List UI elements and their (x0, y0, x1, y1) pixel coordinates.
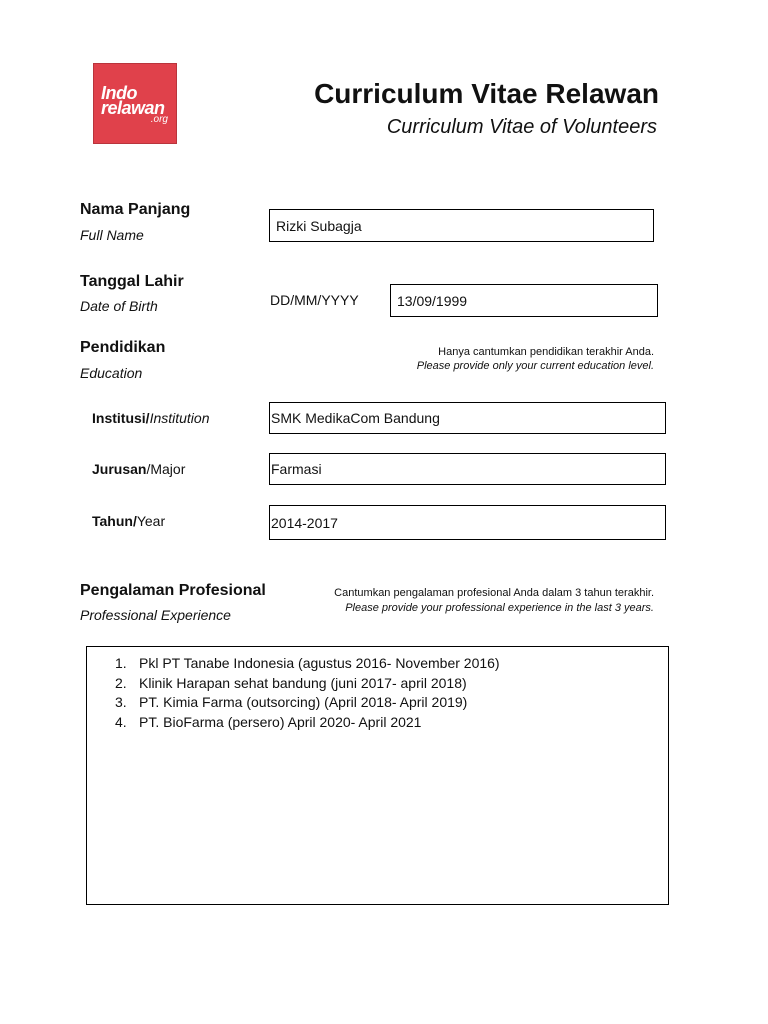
list-item (115, 674, 500, 694)
list-item-number: 2. (115, 674, 127, 691)
experience-note: Cantumkan pengalaman profesional Anda dalam 3 tahun terakhir. (334, 587, 654, 599)
list-item-text: PT. BioFarma (persero) April 2020- April 2021 (139, 713, 422, 730)
full-name-label: Nama Panjang (80, 201, 191, 218)
list-item-text: Klinik Harapan sehat bandung (juni 2017- april 2018) (139, 674, 467, 691)
dob-label: Tanggal Lahir (80, 273, 184, 290)
year-field[interactable]: 2014-2017 (269, 505, 666, 540)
experience-note-en: Please provide your professional experience in the last 3 years. (345, 602, 654, 614)
experience-sublabel: Professional Experience (80, 607, 231, 623)
major-label-id: Jurusan (92, 461, 147, 477)
dob-field[interactable]: 13/09/1999 (390, 284, 658, 317)
experience-textarea[interactable] (86, 646, 669, 905)
dob-sublabel: Date of Birth (80, 298, 158, 314)
major-label (92, 461, 185, 477)
page-subtitle: Curriculum Vitae of Volunteers (386, 116, 657, 138)
page-title: Curriculum Vitae Relawan (314, 78, 659, 109)
list-item-text: Pkl PT Tanabe Indonesia (agustus 2016- November 2016) (139, 655, 500, 671)
list-item (115, 693, 500, 713)
logo-text-line2: relawan (101, 98, 165, 118)
institution-label (92, 410, 210, 426)
logo-text-line1: Indo (101, 83, 137, 103)
major-field[interactable]: Farmasi (269, 453, 666, 485)
list-item (115, 713, 500, 733)
education-note: Hanya cantumkan pendidikan terakhir Anda. (438, 346, 654, 358)
education-note-en: Please provide only your current education level. (416, 360, 654, 372)
dob-format-label: DD/MM/YYYY (270, 292, 359, 308)
institution-field[interactable]: SMK MedikaCom Bandung (269, 402, 666, 434)
full-name-sublabel: Full Name (80, 227, 144, 243)
major-label-en: /Major (146, 461, 186, 477)
list-item-number: 4. (115, 713, 127, 730)
experience-label: Pengalaman Profesional (80, 582, 266, 599)
list-item (115, 654, 500, 674)
experience-list (115, 654, 500, 732)
institution-label-id: Institusi/ (92, 410, 150, 426)
list-item-number: 1. (115, 655, 127, 671)
logo-text-line3: .org (150, 114, 168, 125)
list-item-number: 3. (115, 694, 127, 710)
education-sublabel: Education (80, 365, 143, 381)
education-label: Pendidikan (80, 339, 166, 356)
full-name-field[interactable]: Rizki Subagja (269, 209, 654, 242)
list-item-text: PT. Kimia Farma (outsorcing) (April 2018- April 2019) (139, 694, 468, 710)
year-label-id: Tahun/ (92, 513, 137, 529)
institution-label-en: Institution (149, 410, 210, 426)
year-label-en: Year (136, 513, 166, 529)
year-label (92, 513, 165, 529)
